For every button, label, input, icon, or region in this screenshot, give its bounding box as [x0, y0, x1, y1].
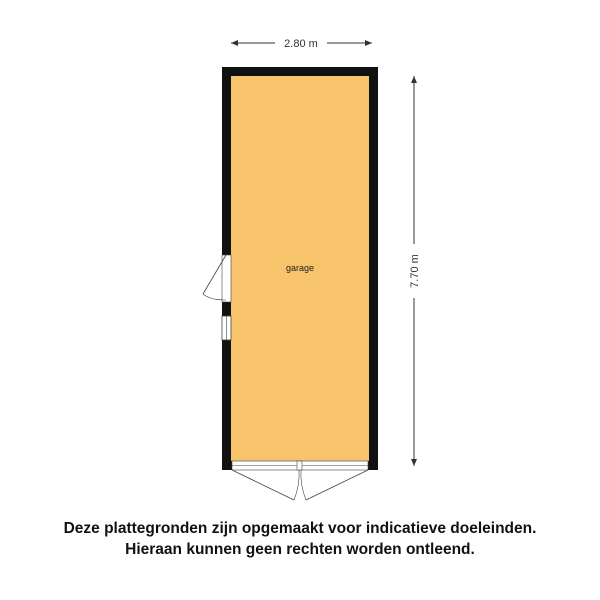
- room-label-garage: garage: [285, 263, 315, 273]
- garage-door-leaf-left: [232, 470, 294, 500]
- wall-left-middle: [222, 302, 231, 316]
- garage-door-center-post: [297, 461, 302, 470]
- wall-bottom-right-stub: [368, 461, 378, 470]
- side-door: [203, 255, 231, 302]
- wall-left-lower: [222, 340, 231, 470]
- wall-bottom-left-stub: [222, 461, 232, 470]
- disclaimer-line-1: Deze plattegronden zijn opgemaakt voor indicatieve doeleinden.: [63, 520, 537, 537]
- length-dimension: [409, 76, 421, 466]
- side-window: [222, 316, 231, 340]
- width-dimension: [231, 38, 372, 50]
- garage-door-arc-right: [301, 470, 306, 500]
- length-dimension-label: 7.70 m: [409, 254, 421, 288]
- wall-right: [369, 67, 378, 470]
- garage-door: [232, 461, 368, 500]
- garage-door-arc-left: [294, 470, 299, 500]
- side-door-opening: [222, 255, 231, 302]
- width-dimension-label: 2.80 m: [284, 38, 318, 50]
- garage-door-leaf-right: [306, 470, 368, 500]
- disclaimer-line-2: Hieraan kunnen geen rechten worden ontleend.: [125, 541, 475, 558]
- wall-top: [222, 67, 378, 76]
- wall-left-upper: [222, 67, 231, 255]
